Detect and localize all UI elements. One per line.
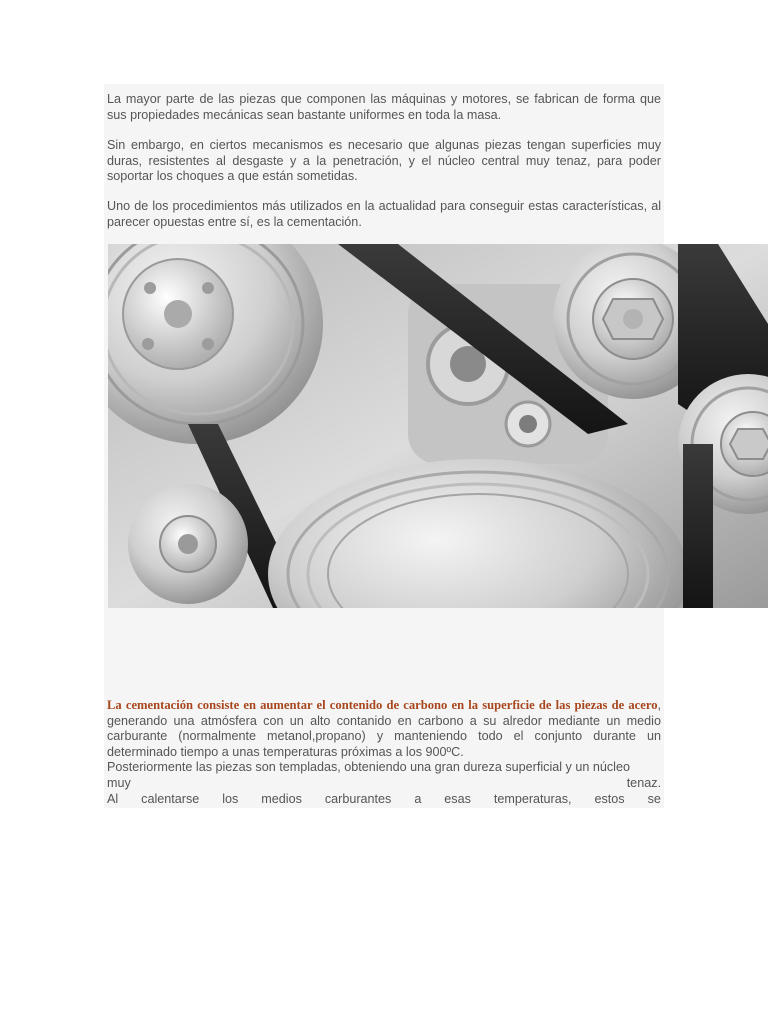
- paragraph-intro: La mayor parte de las piezas que componen las máquinas y motores, se fabrican de forma que sus propiedades mecánicas sean bastante uniformes en toda la masa.: [107, 92, 661, 122]
- word: se: [647, 791, 661, 806]
- paragraph-tempering: Posteriormente las piezas son templadas, obteniendo una gran dureza superficial y un núcleo: [107, 760, 630, 775]
- word: temperaturas,: [493, 791, 572, 806]
- word: muy: [107, 775, 131, 790]
- paragraph-tempering-end: [107, 776, 661, 792]
- word: carburantes: [324, 791, 392, 806]
- word: tenaz.: [626, 775, 661, 790]
- word: Al: [107, 791, 119, 806]
- engine-pulleys-photo: [108, 244, 768, 608]
- definition-rest: , generando una atmósfera con un alto contanido en carbono a su alredor mediante un medio carburante (normalmente metanol,propano) y manteniendo todo el conjunto durante un determinado tiempo a unas temperaturas próximas a los 900ºC.: [107, 698, 661, 759]
- paragraph-procedure: Uno de los procedimientos más utilizados en la actualidad para conseguir estas características, al parecer opuestas entre sí, es la cementación.: [107, 199, 661, 229]
- paragraph-heating: [107, 792, 661, 808]
- section-cementacion: [107, 698, 661, 807]
- definition-bold: La cementación consiste en aumentar el contenido de carbono en la superficie de las piezas de acero: [107, 698, 658, 712]
- word: estos: [594, 791, 625, 806]
- word: calentarse: [141, 791, 200, 806]
- word: medios: [261, 791, 302, 806]
- word: esas: [444, 791, 471, 806]
- word: los: [222, 791, 239, 806]
- word: a: [414, 791, 422, 806]
- paragraph-mechanisms: Sin embargo, en ciertos mecanismos es necesario que algunas piezas tengan superficies muy duras, resistentes al desgaste y a la penetración, y el núcleo central muy tenaz, para poder soportar los choques a que están sometidas.: [107, 138, 661, 184]
- engine-pulleys-illustration: [108, 244, 768, 608]
